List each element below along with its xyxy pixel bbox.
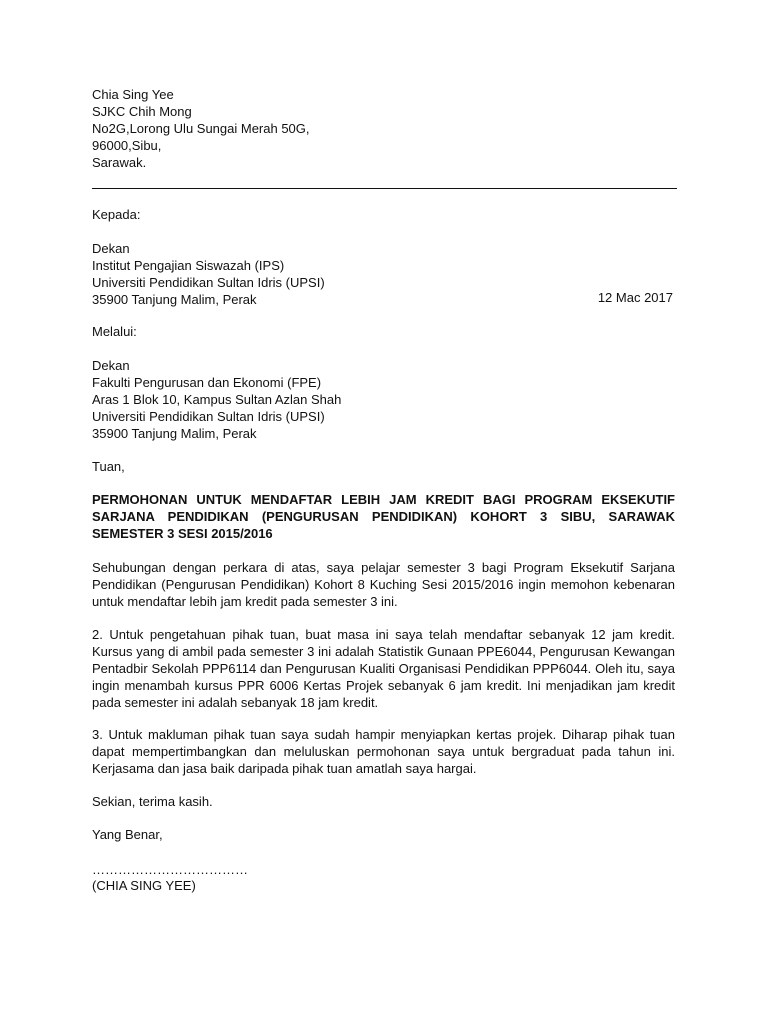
paragraph-2: 2. Untuk pengetahuan pihak tuan, buat masa ini saya telah mendaftar sebanyak 12 jam kredit. Kursus yang di ambil pada semester 3 ini adalah Statistik Gunaan PPE6044, Pengurusan Kewangan Pentadbir Sekolah PPP6114 dan Pengurusan Kualiti Organisasi Pendidikan PPP6044. Oleh itu, saya ingin menambah kursus PPR 6006 Kertas Projek sebanyak 6 jam kredit. Ini menjadikan jam kredit pada semester ini adalah sebanyak 18 jam kredit. bbox=[92, 627, 675, 710]
recipient-postal-address: 35900 Tanjung Malim, Perak bbox=[92, 292, 257, 307]
sender-state: Sarawak. bbox=[92, 155, 147, 170]
sender-address-line-1: No2G,Lorong Ulu Sungai Merah 50G, bbox=[92, 121, 310, 136]
via-address bbox=[92, 357, 675, 442]
via-university: Universiti Pendidikan Sultan Idris (UPSI) bbox=[92, 409, 325, 424]
recipient-university: Universiti Pendidikan Sultan Idris (UPSI) bbox=[92, 275, 325, 290]
signatory-name: (CHIA SING YEE) bbox=[92, 878, 196, 893]
letter-date: 12 Mac 2017 bbox=[597, 290, 673, 305]
recipient-title: Dekan bbox=[92, 241, 130, 256]
recipient-institute: Institut Pengajian Siswazah (IPS) bbox=[92, 258, 285, 273]
header-divider bbox=[92, 188, 677, 189]
via-label: Melalui: bbox=[92, 324, 137, 339]
via-address-line-2: 35900 Tanjung Malim, Perak bbox=[92, 426, 257, 441]
closing: Sekian, terima kasih. bbox=[92, 794, 213, 809]
via-faculty: Fakulti Pengurusan dan Ekonomi (FPE) bbox=[92, 375, 322, 390]
paragraph-1: Sehubungan dengan perkara di atas, saya pelajar semester 3 bagi Program Eksekutif Sarjana Pendidikan (Pengurusan Pendidikan) Kohort 8 Kuching Sesi 2015/2016 ingin memohon kebenaran untuk mendaftar lebih jam kredit pada semester 3 ini. bbox=[92, 560, 675, 609]
salutation: Tuan, bbox=[92, 459, 125, 474]
sender-school: SJKC Chih Mong bbox=[92, 104, 192, 119]
signature-line: ……………………………… bbox=[92, 862, 248, 877]
sign-off: Yang Benar, bbox=[92, 827, 163, 842]
paragraph-3: 3. Untuk makluman pihak tuan saya sudah hampir menyiapkan kertas projek. Diharap pihak tuan dapat mempertimbangkan dan meluluskan permohonan saya untuk bergraduat pada tahun ini. Kerjasama dan jasa baik daripada pihak tuan amatlah saya hargai. bbox=[92, 727, 675, 776]
subject-heading: PERMOHONAN UNTUK MENDAFTAR LEBIH JAM KREDIT BAGI PROGRAM EKSEKUTIF SARJANA PENDIDIKAN (PENGURUSAN PENDIDIKAN) KOHORT 3 SIBU, SARAWAK SEMESTER 3 SESI 2015/2016 bbox=[92, 492, 675, 541]
via-title: Dekan bbox=[92, 358, 130, 373]
sender-address bbox=[92, 86, 675, 171]
via-address-line-1: Aras 1 Blok 10, Kampus Sultan Azlan Shah bbox=[92, 392, 342, 407]
recipient-address bbox=[92, 240, 675, 308]
recipient-label: Kepada: bbox=[92, 207, 141, 222]
sender-name: Chia Sing Yee bbox=[92, 87, 174, 102]
sender-address-line-2: 96000,Sibu, bbox=[92, 138, 162, 153]
